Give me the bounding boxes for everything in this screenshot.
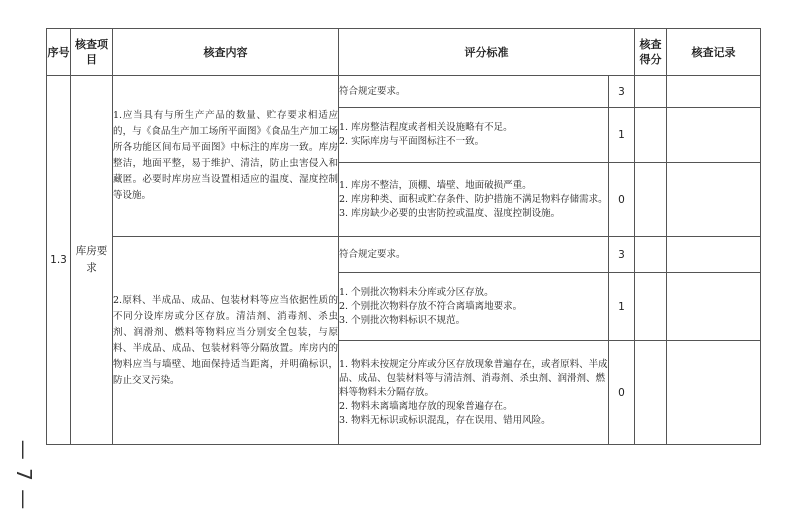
content-cell-1: 1.应当具有与所生产产品的数量、贮存要求相适应的，与《食品生产加工场所平面图》《食品生产加工场所各功能区间布局平面图》中标注的库房一致。库房整洁，地面平整，易于维护、清洁，防止虫害侵入和藏匿。必要时库房应当设置相适应的温度、湿度控制等设施。 [113,76,339,237]
page-number-text: — 7 — [12,439,37,511]
header-row [47,29,761,76]
record-cell[interactable] [667,237,761,273]
criteria-line: 1. 物料未按规定分库或分区存放现象普遍存在，或者原料、半成品、成品、包装材料等与清洁剂、消毒剂、杀虫剂、润滑剂、燃料等物料未分隔存放。 [339,358,608,398]
record-cell[interactable] [667,108,761,163]
criteria-line: 2. 库房种类、面积或贮存条件、防护措施不满足物料存储需求。 [339,193,608,205]
criteria-line: 2. 个别批次物料存放不符合离墙离地要求。 [339,300,523,312]
score-cell: 0 [609,341,635,445]
table-row [47,237,761,273]
obtained-score-cell[interactable] [635,341,667,445]
header-item: 核查项目 [71,29,113,76]
record-cell[interactable] [667,163,761,237]
criteria-line: 2. 实际库房与平面图标注不一致。 [339,136,485,147]
score-cell: 1 [609,108,635,163]
header-score: 核查得分 [635,29,667,76]
criteria-cell [339,237,609,273]
criteria-line: 2. 物料未离墙离地存放的现象普遍存在。 [339,400,513,412]
score-cell: 3 [609,76,635,108]
criteria-line: 1. 库房不整洁，顶棚、墙壁、地面破损严重。 [339,179,532,191]
criteria-cell [339,108,609,163]
table-row [47,76,761,108]
content-cell-2: 2.原料、半成品、成品、包装材料等应当依据性质的不同分设库房或分区存放。清洁剂、消毒剂、杀虫剂、润滑剂、燃料等物料应当分别安全包装，与原料、半成品、成品、包装材料等分隔放置。库房内的物料应当与墙壁、地面保持适当距离，并明确标识，防止交叉污染。 [113,237,339,445]
header-record: 核查记录 [667,29,761,76]
criteria-cell [339,76,609,108]
criteria-line: 3. 个别批次物料标识不规范。 [339,314,466,326]
criteria-line: 3. 库房缺少必要的虫害防控或温度、湿度控制设施。 [339,207,561,219]
section-seq: 1.3 [47,76,71,445]
criteria-cell [339,163,609,237]
record-cell[interactable] [667,273,761,341]
score-cell: 3 [609,237,635,273]
obtained-score-cell[interactable] [635,108,667,163]
inspection-table [46,28,761,445]
record-cell[interactable] [667,341,761,445]
record-cell[interactable] [667,76,761,108]
criteria-cell [339,341,609,445]
criteria-line: 符合规定要求。 [339,85,406,97]
criteria-line: 3. 物料无标识或标识混乱，存在误用、错用风险。 [339,414,551,426]
criteria-cell [339,273,609,341]
obtained-score-cell[interactable] [635,76,667,108]
criteria-line: 1. 个别批次物料未分库或分区存放。 [339,286,494,298]
obtained-score-cell[interactable] [635,163,667,237]
header-criteria: 评分标准 [339,29,635,76]
score-cell: 1 [609,273,635,341]
obtained-score-cell[interactable] [635,273,667,341]
criteria-line: 符合规定要求。 [339,248,406,260]
header-content: 核查内容 [113,29,339,76]
header-seq: 序号 [47,29,71,76]
page-number [12,439,37,511]
section-item: 库房要求 [71,76,113,445]
criteria-line: 1. 库房整洁程度或者相关设施略有不足。 [339,122,513,133]
obtained-score-cell[interactable] [635,237,667,273]
score-cell: 0 [609,163,635,237]
